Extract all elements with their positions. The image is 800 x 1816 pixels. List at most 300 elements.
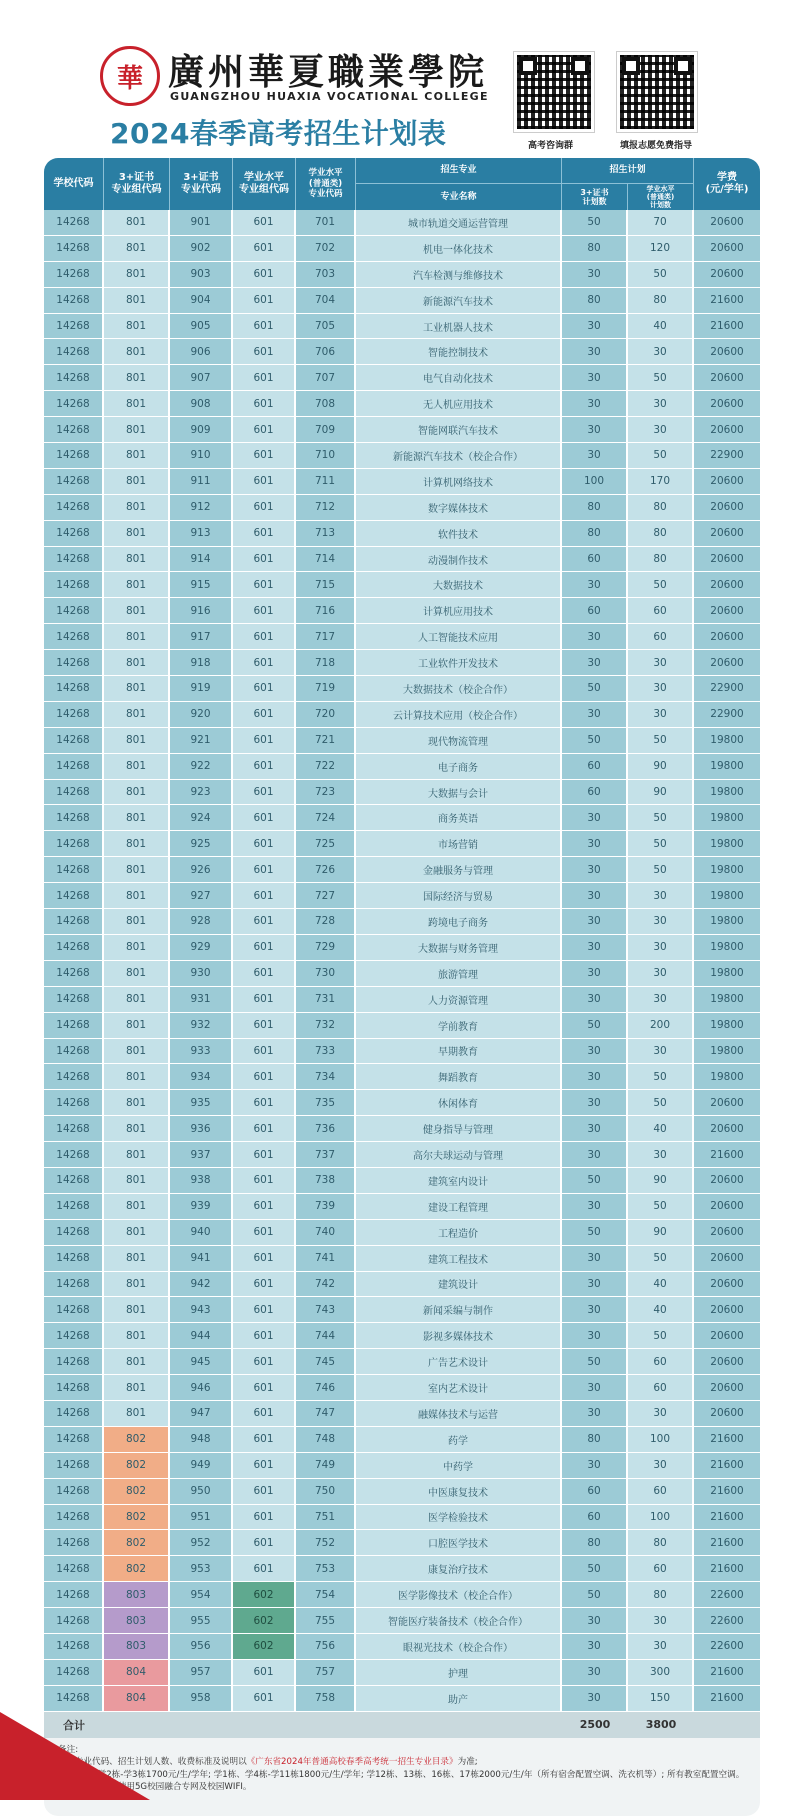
level-group-cell: 601	[233, 1013, 296, 1038]
cert-major-cell: 932	[170, 1013, 233, 1038]
table-row	[44, 857, 760, 883]
level-major-cell: 757	[296, 1660, 356, 1685]
cert-major-cell: 905	[170, 314, 233, 339]
major-name-cell: 工业软件开发技术	[356, 650, 562, 675]
cert-plan-cell: 80	[562, 236, 628, 261]
school-code-cell: 14268	[44, 1142, 104, 1167]
level-plan-cell: 150	[628, 1686, 694, 1711]
cert-group-cell: 801	[104, 572, 170, 597]
notes-box	[44, 1738, 760, 1816]
fee-cell: 22600	[694, 1608, 760, 1633]
fee-cell: 20600	[694, 262, 760, 287]
qr-caption: 填报志愿免费指导	[620, 141, 693, 151]
fee-cell: 19800	[694, 1039, 760, 1064]
fee-cell: 20600	[694, 391, 760, 416]
level-major-cell: 756	[296, 1634, 356, 1659]
fee-cell: 20600	[694, 339, 760, 364]
major-name-cell: 旅游管理	[356, 961, 562, 986]
cert-plan-cell: 30	[562, 365, 628, 390]
table-row	[44, 1530, 760, 1556]
fee-cell: 20600	[694, 1297, 760, 1322]
level-group-cell: 601	[233, 1246, 296, 1271]
level-group-cell: 601	[233, 909, 296, 934]
fee-cell: 20600	[694, 1220, 760, 1245]
level-plan-cell: 50	[628, 1323, 694, 1348]
cert-major-cell: 939	[170, 1194, 233, 1219]
school-code-cell: 14268	[44, 236, 104, 261]
note-line-3: 3.在校期间免费使用5G校园融合专网及校园WIFI。	[58, 1782, 252, 1793]
table-row	[44, 728, 760, 754]
cert-major-cell: 923	[170, 780, 233, 805]
level-plan-cell: 300	[628, 1660, 694, 1685]
cert-plan-cell: 60	[562, 1505, 628, 1530]
level-major-cell: 744	[296, 1323, 356, 1348]
cert-plan-cell: 50	[562, 1013, 628, 1038]
table-row	[44, 314, 760, 340]
school-code-cell: 14268	[44, 598, 104, 623]
cert-group-cell: 801	[104, 805, 170, 830]
cert-major-cell: 906	[170, 339, 233, 364]
level-plan-cell: 100	[628, 1427, 694, 1452]
major-name-cell: 早期教育	[356, 1039, 562, 1064]
fee-cell: 20600	[694, 469, 760, 494]
fee-cell: 22900	[694, 676, 760, 701]
level-group-cell: 601	[233, 831, 296, 856]
qr-code-icon[interactable]	[514, 52, 594, 132]
table-row	[44, 1220, 760, 1246]
cert-major-cell: 929	[170, 935, 233, 960]
major-name-cell: 电气自动化技术	[356, 365, 562, 390]
major-name-cell: 智能医疗装备技术（校企合作）	[356, 1608, 562, 1633]
cert-major-cell: 903	[170, 262, 233, 287]
major-name-cell: 室内艺术设计	[356, 1375, 562, 1400]
cert-major-cell: 904	[170, 288, 233, 313]
level-major-cell: 703	[296, 262, 356, 287]
school-code-cell: 14268	[44, 365, 104, 390]
cert-group-cell: 801	[104, 1064, 170, 1089]
cert-plan-cell: 30	[562, 909, 628, 934]
level-major-cell: 745	[296, 1349, 356, 1374]
col-cert-major: 3+证书 专业代码	[170, 158, 233, 210]
school-code-cell: 14268	[44, 624, 104, 649]
cert-plan-cell: 50	[562, 728, 628, 753]
school-name-cn: 廣州華夏職業學院	[168, 51, 489, 93]
table-row	[44, 1272, 760, 1298]
table-row	[44, 883, 760, 909]
fee-cell: 21600	[694, 314, 760, 339]
level-major-cell: 707	[296, 365, 356, 390]
level-group-cell: 601	[233, 1220, 296, 1245]
fee-cell: 22900	[694, 443, 760, 468]
cert-major-cell: 922	[170, 754, 233, 779]
cert-plan-cell: 30	[562, 624, 628, 649]
level-group-cell: 601	[233, 288, 296, 313]
cert-group-cell: 801	[104, 495, 170, 520]
school-code-cell: 14268	[44, 1401, 104, 1426]
major-name-cell: 学前教育	[356, 1013, 562, 1038]
school-code-cell: 14268	[44, 1013, 104, 1038]
cert-plan-cell: 30	[562, 1323, 628, 1348]
level-plan-cell: 60	[628, 624, 694, 649]
school-code-cell: 14268	[44, 288, 104, 313]
cert-major-cell: 954	[170, 1582, 233, 1607]
level-group-cell: 601	[233, 1116, 296, 1141]
level-major-cell: 713	[296, 521, 356, 546]
fee-cell: 21600	[694, 1505, 760, 1530]
fee-cell: 20600	[694, 624, 760, 649]
level-plan-cell: 200	[628, 1013, 694, 1038]
fee-cell: 21600	[694, 1142, 760, 1167]
level-major-cell: 735	[296, 1090, 356, 1115]
level-plan-cell: 50	[628, 857, 694, 882]
level-major-cell: 742	[296, 1272, 356, 1297]
cert-plan-cell: 50	[562, 210, 628, 235]
cert-group-cell: 801	[104, 443, 170, 468]
col-school-code: 学校代码	[44, 158, 104, 210]
cert-plan-cell: 30	[562, 1686, 628, 1711]
cert-plan-cell: 30	[562, 1272, 628, 1297]
cert-major-cell: 952	[170, 1530, 233, 1555]
major-name-cell: 大数据技术	[356, 572, 562, 597]
table-row	[44, 1064, 760, 1090]
level-major-cell: 706	[296, 339, 356, 364]
fee-cell: 20600	[694, 417, 760, 442]
cert-group-cell: 801	[104, 650, 170, 675]
table-row	[44, 1686, 760, 1712]
level-major-cell: 714	[296, 547, 356, 572]
cert-group-cell: 801	[104, 547, 170, 572]
major-name-cell: 人力资源管理	[356, 987, 562, 1012]
level-group-cell: 601	[233, 1142, 296, 1167]
level-group-cell: 601	[233, 1453, 296, 1478]
total-row	[44, 1712, 760, 1738]
level-major-cell: 753	[296, 1556, 356, 1581]
school-code-cell: 14268	[44, 754, 104, 779]
fee-cell: 19800	[694, 780, 760, 805]
school-code-cell: 14268	[44, 417, 104, 442]
major-name-cell: 城市轨道交通运营管理	[356, 210, 562, 235]
cert-major-cell: 909	[170, 417, 233, 442]
table-row	[44, 1246, 760, 1272]
table-row	[44, 1427, 760, 1453]
cert-plan-cell: 30	[562, 650, 628, 675]
table-row	[44, 987, 760, 1013]
fee-cell: 19800	[694, 909, 760, 934]
cert-plan-cell: 30	[562, 702, 628, 727]
level-plan-cell: 80	[628, 1530, 694, 1555]
cert-group-cell: 801	[104, 1375, 170, 1400]
school-code-cell: 14268	[44, 676, 104, 701]
major-name-cell: 建设工程管理	[356, 1194, 562, 1219]
table-row	[44, 365, 760, 391]
level-group-cell: 601	[233, 624, 296, 649]
cert-major-cell: 918	[170, 650, 233, 675]
table-row	[44, 547, 760, 573]
level-plan-cell: 30	[628, 909, 694, 934]
level-major-cell: 750	[296, 1479, 356, 1504]
cert-group-cell: 802	[104, 1479, 170, 1504]
level-major-cell: 724	[296, 805, 356, 830]
qr-code-icon[interactable]	[617, 52, 697, 132]
col-major-name: 专业名称	[356, 184, 562, 210]
level-major-cell: 743	[296, 1297, 356, 1322]
cert-plan-cell: 60	[562, 780, 628, 805]
major-name-cell: 建筑设计	[356, 1272, 562, 1297]
school-code-cell: 14268	[44, 1220, 104, 1245]
table-row	[44, 1582, 760, 1608]
level-plan-cell: 90	[628, 780, 694, 805]
school-code-cell: 14268	[44, 521, 104, 546]
table-row	[44, 1297, 760, 1323]
cert-plan-cell: 30	[562, 857, 628, 882]
school-code-cell: 14268	[44, 961, 104, 986]
table-row	[44, 754, 760, 780]
cert-major-cell: 958	[170, 1686, 233, 1711]
level-group-cell: 601	[233, 547, 296, 572]
page-title: 2024春季高考招生计划表	[110, 117, 447, 150]
fee-cell: 20600	[694, 365, 760, 390]
cert-major-cell: 912	[170, 495, 233, 520]
major-name-cell: 医学检验技术	[356, 1505, 562, 1530]
cert-group-cell: 801	[104, 857, 170, 882]
school-code-cell: 14268	[44, 1297, 104, 1322]
level-group-cell: 601	[233, 1349, 296, 1374]
school-code-cell: 14268	[44, 780, 104, 805]
table-row	[44, 1505, 760, 1531]
cert-major-cell: 946	[170, 1375, 233, 1400]
cert-plan-cell: 30	[562, 1375, 628, 1400]
school-code-cell: 14268	[44, 495, 104, 520]
level-group-cell: 601	[233, 262, 296, 287]
school-code-cell: 14268	[44, 935, 104, 960]
level-group-cell: 601	[233, 1375, 296, 1400]
fee-cell: 19800	[694, 857, 760, 882]
level-major-cell: 723	[296, 780, 356, 805]
fee-cell: 20600	[694, 572, 760, 597]
note-line-2: 2.住宿费: 学2栋-学3栋1700元/生/学年; 学1栋、学4栋-学11栋1800元/生/学年; 学12栋、13栋、16栋、17栋2000元/生/年（所有宿舍配置空调、洗衣机等）; 所有教室配置空调。	[58, 1769, 745, 1780]
cert-major-cell: 944	[170, 1323, 233, 1348]
major-name-cell: 影视多媒体技术	[356, 1323, 562, 1348]
major-name-cell: 工业机器人技术	[356, 314, 562, 339]
level-plan-cell: 30	[628, 1039, 694, 1064]
fee-cell: 22900	[694, 702, 760, 727]
cert-major-cell: 955	[170, 1608, 233, 1633]
cert-major-cell: 935	[170, 1090, 233, 1115]
level-plan-cell: 100	[628, 1505, 694, 1530]
level-major-cell: 720	[296, 702, 356, 727]
level-plan-cell: 40	[628, 314, 694, 339]
cert-major-cell: 902	[170, 236, 233, 261]
level-major-cell: 721	[296, 728, 356, 753]
cert-plan-cell: 60	[562, 547, 628, 572]
cert-group-cell: 801	[104, 987, 170, 1012]
school-code-cell: 14268	[44, 987, 104, 1012]
level-major-cell: 726	[296, 857, 356, 882]
level-group-cell: 601	[233, 314, 296, 339]
cert-group-cell: 801	[104, 1168, 170, 1193]
col-major-group: 招生专业	[356, 158, 562, 184]
major-name-cell: 医学影像技术（校企合作）	[356, 1582, 562, 1607]
major-name-cell: 商务英语	[356, 805, 562, 830]
cert-plan-cell: 30	[562, 1660, 628, 1685]
level-plan-cell: 30	[628, 1142, 694, 1167]
major-name-cell: 新闻采编与制作	[356, 1297, 562, 1322]
level-plan-cell: 30	[628, 883, 694, 908]
table-row	[44, 1142, 760, 1168]
cert-group-cell: 803	[104, 1634, 170, 1659]
school-code-cell: 14268	[44, 1064, 104, 1089]
cert-group-cell: 801	[104, 624, 170, 649]
level-plan-cell: 40	[628, 1272, 694, 1297]
level-major-cell: 725	[296, 831, 356, 856]
fee-cell: 21600	[694, 1660, 760, 1685]
fee-cell: 20600	[694, 547, 760, 572]
cert-major-cell: 933	[170, 1039, 233, 1064]
major-name-cell: 汽车检测与维修技术	[356, 262, 562, 287]
level-group-cell: 601	[233, 1505, 296, 1530]
level-group-cell: 601	[233, 1323, 296, 1348]
fee-cell: 19800	[694, 805, 760, 830]
table-row	[44, 598, 760, 624]
school-code-cell: 14268	[44, 1556, 104, 1581]
fee-cell: 20600	[694, 1116, 760, 1141]
school-code-cell: 14268	[44, 1479, 104, 1504]
cert-plan-cell: 30	[562, 572, 628, 597]
cert-group-cell: 801	[104, 909, 170, 934]
major-name-cell: 市场营销	[356, 831, 562, 856]
level-group-cell: 601	[233, 1168, 296, 1193]
cert-major-cell: 913	[170, 521, 233, 546]
cert-plan-cell: 30	[562, 1297, 628, 1322]
cert-major-cell: 943	[170, 1297, 233, 1322]
level-group-cell: 601	[233, 495, 296, 520]
cert-major-cell: 915	[170, 572, 233, 597]
major-name-cell: 人工智能技术应用	[356, 624, 562, 649]
school-code-cell: 14268	[44, 1168, 104, 1193]
level-plan-cell: 30	[628, 339, 694, 364]
level-group-cell: 601	[233, 780, 296, 805]
cert-plan-cell: 30	[562, 1142, 628, 1167]
table-row	[44, 1556, 760, 1582]
cert-major-cell: 901	[170, 210, 233, 235]
school-code-cell: 14268	[44, 1349, 104, 1374]
school-code-cell: 14268	[44, 210, 104, 235]
cert-plan-cell: 30	[562, 831, 628, 856]
cert-group-cell: 801	[104, 702, 170, 727]
level-plan-cell: 50	[628, 728, 694, 753]
cert-group-cell: 801	[104, 1116, 170, 1141]
fee-cell: 20600	[694, 210, 760, 235]
level-group-cell: 601	[233, 236, 296, 261]
level-plan-cell: 30	[628, 1608, 694, 1633]
corner-decoration	[0, 1712, 150, 1800]
level-plan-cell: 50	[628, 1246, 694, 1271]
level-major-cell: 737	[296, 1142, 356, 1167]
major-name-cell: 眼视光技术（校企合作）	[356, 1634, 562, 1659]
level-group-cell: 601	[233, 1556, 296, 1581]
cert-plan-cell: 50	[562, 1582, 628, 1607]
college-logo-icon: 華	[100, 46, 160, 106]
major-name-cell: 建筑工程技术	[356, 1246, 562, 1271]
table-row	[44, 1194, 760, 1220]
cert-major-cell: 936	[170, 1116, 233, 1141]
major-name-cell: 智能控制技术	[356, 339, 562, 364]
major-name-cell: 中医康复技术	[356, 1479, 562, 1504]
enrollment-table	[44, 158, 760, 1816]
level-major-cell: 752	[296, 1530, 356, 1555]
fee-cell: 19800	[694, 754, 760, 779]
school-code-cell: 14268	[44, 1582, 104, 1607]
level-group-cell: 601	[233, 1090, 296, 1115]
school-code-cell: 14268	[44, 1323, 104, 1348]
major-name-cell: 新能源汽车技术（校企合作）	[356, 443, 562, 468]
cert-plan-cell: 50	[562, 1168, 628, 1193]
level-plan-cell: 30	[628, 961, 694, 986]
table-row	[44, 443, 760, 469]
table-row	[44, 417, 760, 443]
level-major-cell: 739	[296, 1194, 356, 1219]
table-row	[44, 1401, 760, 1427]
level-group-cell: 601	[233, 1039, 296, 1064]
cert-group-cell: 801	[104, 1220, 170, 1245]
table-row	[44, 1375, 760, 1401]
cert-plan-cell: 60	[562, 598, 628, 623]
cert-plan-cell: 60	[562, 754, 628, 779]
cert-group-cell: 801	[104, 1090, 170, 1115]
level-plan-cell: 30	[628, 1634, 694, 1659]
level-major-cell: 729	[296, 935, 356, 960]
cert-major-cell: 951	[170, 1505, 233, 1530]
level-group-cell: 601	[233, 210, 296, 235]
table-row	[44, 288, 760, 314]
school-code-cell: 14268	[44, 572, 104, 597]
level-major-cell: 722	[296, 754, 356, 779]
cert-major-cell: 911	[170, 469, 233, 494]
major-name-cell: 休闲体育	[356, 1090, 562, 1115]
level-plan-cell: 90	[628, 1168, 694, 1193]
major-name-cell: 高尔夫球运动与管理	[356, 1142, 562, 1167]
major-name-cell: 广告艺术设计	[356, 1349, 562, 1374]
col-fee: 学费 (元/学年)	[705, 171, 749, 195]
level-plan-cell: 40	[628, 1116, 694, 1141]
level-plan-cell: 70	[628, 210, 694, 235]
level-major-cell: 712	[296, 495, 356, 520]
level-plan-cell: 40	[628, 1297, 694, 1322]
level-plan-cell: 60	[628, 598, 694, 623]
cert-plan-cell: 30	[562, 417, 628, 442]
level-group-cell: 601	[233, 1427, 296, 1452]
cert-group-cell: 801	[104, 314, 170, 339]
cert-plan-cell: 50	[562, 1556, 628, 1581]
cert-group-cell: 802	[104, 1453, 170, 1478]
cert-plan-cell: 80	[562, 521, 628, 546]
total-cert-plan: 2500	[579, 1718, 611, 1732]
fee-cell: 19800	[694, 883, 760, 908]
cert-plan-cell: 30	[562, 1634, 628, 1659]
fee-cell: 20600	[694, 1375, 760, 1400]
table-row	[44, 210, 760, 236]
cert-group-cell: 801	[104, 210, 170, 235]
table-row	[44, 702, 760, 728]
fee-cell: 19800	[694, 728, 760, 753]
cert-plan-cell: 30	[562, 1194, 628, 1219]
level-group-cell: 601	[233, 572, 296, 597]
cert-plan-cell: 30	[562, 935, 628, 960]
cert-group-cell: 801	[104, 236, 170, 261]
cert-group-cell: 801	[104, 1194, 170, 1219]
school-code-cell: 14268	[44, 1453, 104, 1478]
table-row	[44, 805, 760, 831]
